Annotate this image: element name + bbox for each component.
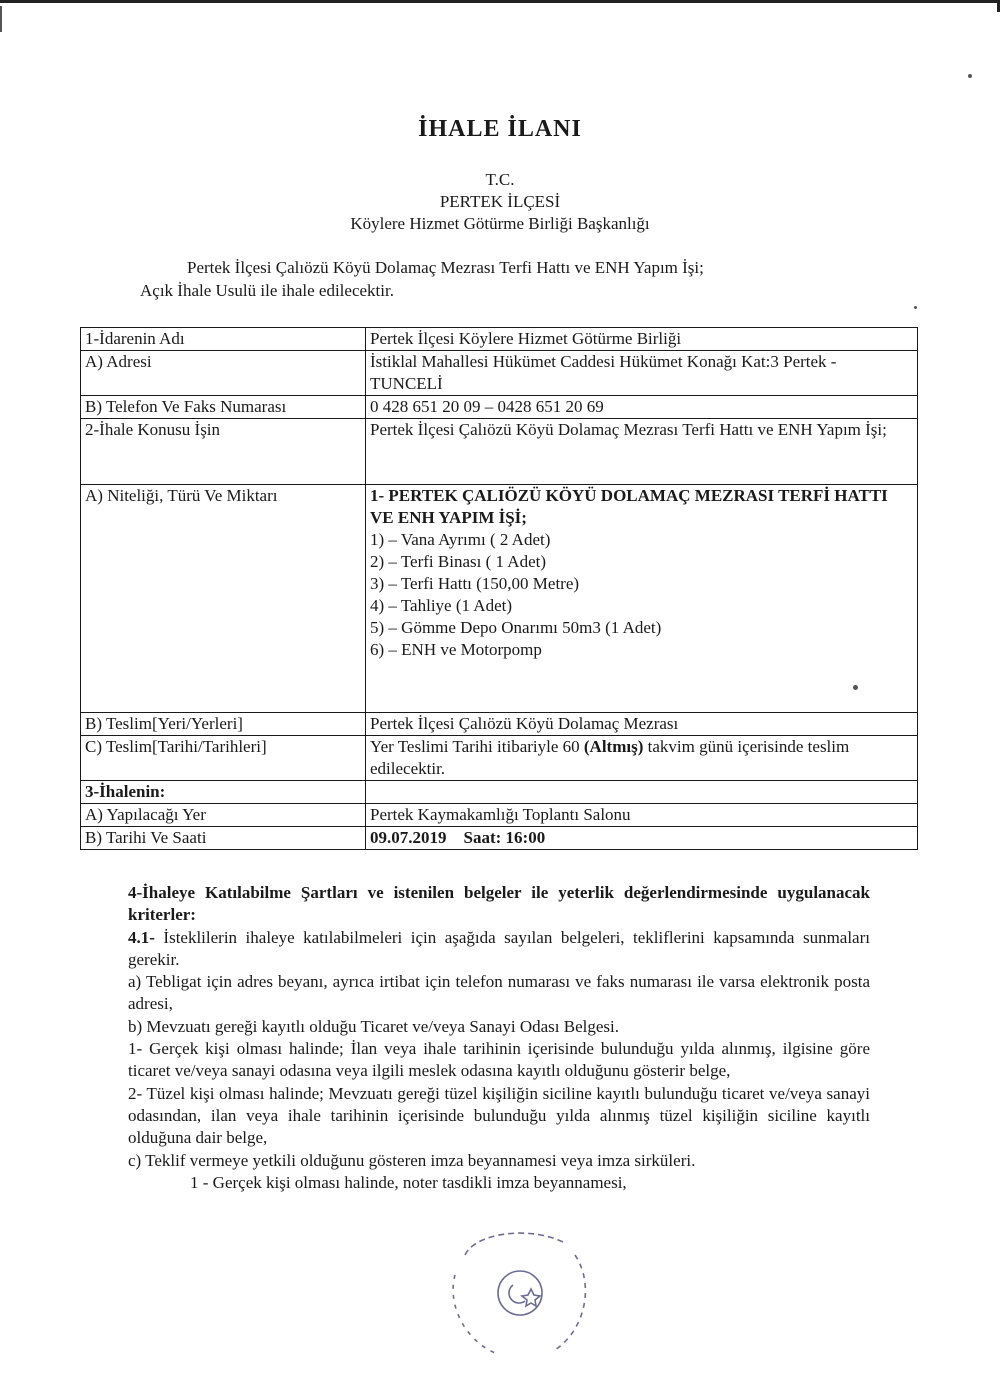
document-title: İHALE İLANI xyxy=(418,116,582,142)
row-value: Pertek Kaymakamlığı Toplantı Salonu xyxy=(366,804,918,827)
paragraph-4-1 xyxy=(128,927,870,972)
row-label: A) Adresi xyxy=(81,351,366,396)
section-4 xyxy=(128,882,870,1194)
delivery-days-words: (Altmış) xyxy=(583,737,644,756)
row-value: 09.07.2019 Saat: 16:00 xyxy=(366,827,918,850)
table-row xyxy=(81,713,918,736)
table-row xyxy=(81,396,918,419)
official-seal-stamp xyxy=(435,1215,605,1365)
row-label: B) Tarihi Ve Saati xyxy=(81,827,366,850)
table-row xyxy=(81,827,918,850)
row-value: Pertek İlçesi Köylere Hizmet Götürme Birliği xyxy=(366,328,918,351)
header-institution: Köylere Hizmet Götürme Birliği Başkanlığı xyxy=(350,214,650,233)
intro-line-1: Pertek İlçesi Çalıözü Köyü Dolamaç Mezrası Terfi Hattı ve ENH Yapım İşi; xyxy=(187,258,704,277)
row-value xyxy=(366,736,918,781)
row-label: 3-İhalenin: xyxy=(81,781,366,804)
row-value xyxy=(366,485,918,713)
section-4-heading: 4-İhaleye Katılabilme Şartları ve istenilen belgeler ile yeterlik değerlendirmesinde uygulanacak kriterler: xyxy=(128,883,870,925)
scan-edge-left xyxy=(0,6,2,32)
paragraph-b1: 1- Gerçek kişi olması halinde; İlan veya ihale tarihinin içerisinde bulunduğu yılda alınmış, ilgisine göre ticaret ve/veya sanayi odasına veya ilgili meslek odasına kayıtlı olduğunu gösterir belge, xyxy=(128,1039,870,1081)
table-row xyxy=(81,485,918,713)
work-item: 1) – Vana Ayrımı ( 2 Adet) xyxy=(370,530,551,549)
work-item: 2) – Terfi Binası ( 1 Adet) xyxy=(370,552,547,571)
header-district: PERTEK İLÇESİ xyxy=(439,192,561,211)
scan-speck xyxy=(914,306,917,309)
work-item: 4) – Tahliye (1 Adet) xyxy=(370,596,513,615)
row-label xyxy=(81,328,366,351)
table-row xyxy=(81,804,918,827)
row-value: 0 428 651 20 09 – 0428 651 20 69 xyxy=(366,396,918,419)
row-label: 2-İhale Konusu İşin xyxy=(81,419,366,485)
work-heading: 1- PERTEK ÇALIÖZÜ KÖYÜ DOLAMAÇ MEZRASI TERFİ HATTI VE ENH YAPIM İŞİ; xyxy=(370,486,888,527)
row-value: Pertek İlçesi Çalıözü Köyü Dolamaç Mezrası xyxy=(366,713,918,736)
row-label: A) Yapılacağı Yer xyxy=(81,804,366,827)
paragraph-b: b) Mevzuatı gereği kayıtlı olduğu Ticaret ve/veya Sanayi Odası Belgesi. xyxy=(128,1016,619,1036)
table-row xyxy=(81,328,918,351)
work-item: 3) – Terfi Hattı (150,00 Metre) xyxy=(370,574,580,593)
delivery-text: takvim günü içerisinde teslim edilecektir. xyxy=(370,737,850,778)
row-label: B) Teslim[Yeri/Yerleri] xyxy=(81,713,366,736)
tender-info-table xyxy=(80,327,918,850)
table-row xyxy=(81,351,918,396)
work-item: 6) – ENH ve Motorpomp xyxy=(370,640,542,659)
delivery-text: Yer Teslimi Tarihi itibariyle 60 xyxy=(370,737,584,756)
intro-line-2: Açık İhale Usulü ile ihale edilecektir. xyxy=(140,281,394,300)
paragraph-a: a) Tebligat için adres beyanı, ayrıca irtibat için telefon numarası ve faks numarası ile varsa elektronik posta adresi, xyxy=(128,972,870,1014)
table-row xyxy=(81,419,918,485)
row-label-text: 1-İdarenin Adı xyxy=(85,329,185,348)
header-tc: T.C. xyxy=(485,170,515,189)
scan-edge-top xyxy=(0,0,1000,3)
row-label: B) Telefon Ve Faks Numarası xyxy=(81,396,366,419)
row-label: A) Niteliği, Türü Ve Miktarı xyxy=(81,485,366,713)
row-value xyxy=(366,781,918,804)
paragraph-number: 4.1- xyxy=(128,927,155,947)
paragraph-text: İsteklilerin ihaleye katılabilmeleri için aşağıda sayılan belgeleri, tekliflerini kapsamında sunmaları gerekir. xyxy=(128,927,870,969)
scan-speck xyxy=(968,74,972,78)
table-row xyxy=(81,736,918,781)
table-row xyxy=(81,781,918,804)
work-item: 5) – Gömme Depo Onarımı 50m3 (1 Adet) xyxy=(370,618,662,637)
paragraph-b2: 2- Tüzel kişi olması halinde; Mevzuatı gereği tüzel kişiliğin siciline kayıtlı bulunduğu ticaret ve/veya sanayi odasından, ilan veya ihale tarihinin içerisinde bulunduğu yılda alınmış tüzel kişiliğin siciline kayıtlı olduğuna dair belge, xyxy=(128,1083,870,1148)
scan-speck xyxy=(853,685,858,690)
paragraph-c: c) Teklif vermeye yetkili olduğunu gösteren imza beyannamesi veya imza sirküleri. xyxy=(128,1150,696,1170)
row-value: Pertek İlçesi Çalıözü Köyü Dolamaç Mezrası Terfi Hattı ve ENH Yapım İşi; xyxy=(366,419,918,485)
row-label: C) Teslim[Tarihi/Tarihleri] xyxy=(81,736,366,781)
row-value: İstiklal Mahallesi Hükümet Caddesi Hükümet Konağı Kat:3 Pertek - TUNCELİ xyxy=(366,351,918,396)
paragraph-c1: 1 - Gerçek kişi olması halinde, noter tasdikli imza beyannamesi, xyxy=(190,1172,627,1192)
